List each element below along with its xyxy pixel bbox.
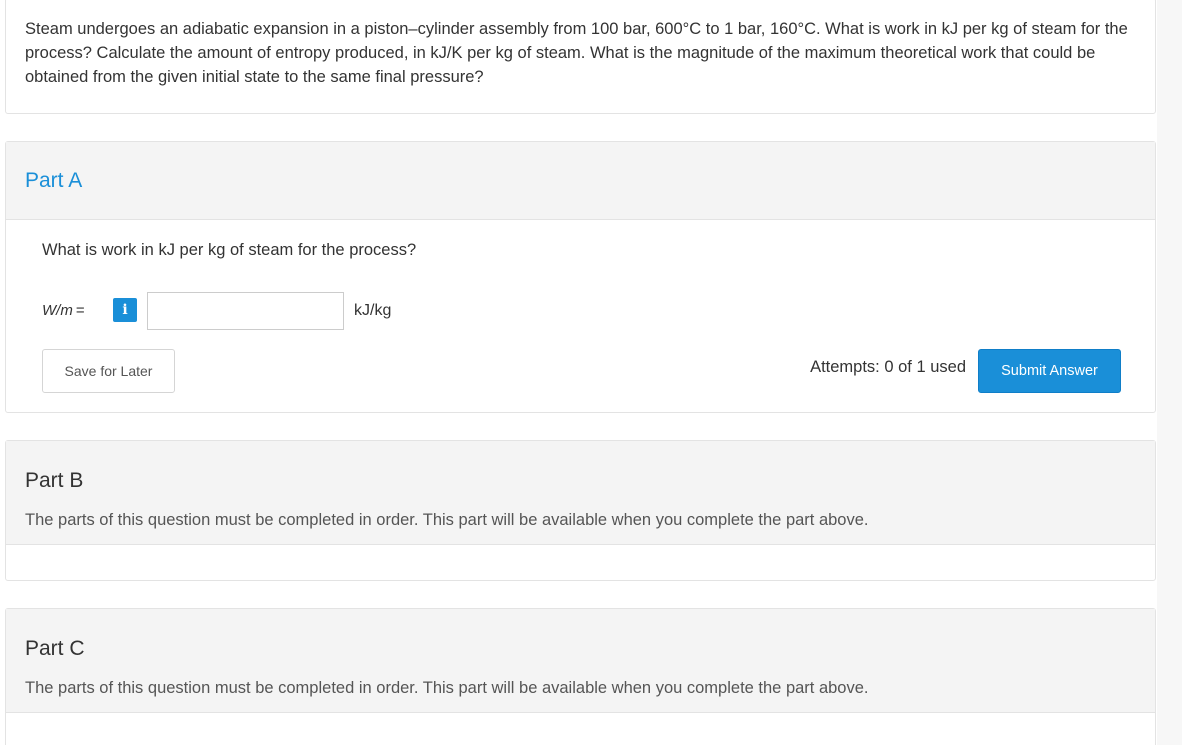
info-icon[interactable]: i [113, 298, 137, 322]
part-c-card [5, 608, 1156, 745]
part-b-title: Part B [25, 469, 84, 492]
scrollbar-track[interactable] [1157, 0, 1182, 745]
part-c-locked-note: The parts of this question must be completed in order. This part will be available when you complete the part above. [25, 679, 869, 697]
part-b-header [6, 441, 1155, 545]
question-card [5, 0, 1156, 114]
variable-name: W/m [42, 302, 73, 319]
part-c-header [6, 609, 1155, 713]
question-text: Steam undergoes an adiabatic expansion in a piston–cylinder assembly from 100 bar, 600°C to 1 bar, 160°C. What is work in kJ per kg of steam for the process? Calculate the amount of entropy produced, in kJ/K per kg of steam. What is the magnitude of the maximum theoretical work that could be obtained from the given initial state to the same final pressure? [25, 20, 1128, 86]
part-a-title[interactable]: Part A [25, 169, 83, 192]
part-c-title: Part C [25, 637, 85, 660]
part-b-locked-note: The parts of this question must be completed in order. This part will be available when you complete the part above. [25, 511, 869, 529]
answer-input[interactable] [147, 292, 344, 330]
part-a-card [5, 141, 1156, 413]
answer-variable-label [42, 302, 85, 319]
attempts-counter: Attempts: 0 of 1 used [810, 358, 966, 376]
submit-answer-button[interactable]: Submit Answer [978, 349, 1121, 393]
equals-sign: = [75, 302, 85, 319]
part-a-header[interactable] [6, 142, 1155, 220]
unit-label: kJ/kg [354, 302, 392, 319]
save-for-later-button[interactable]: Save for Later [42, 349, 175, 393]
part-a-prompt: What is work in kJ per kg of steam for the process? [42, 241, 417, 259]
part-b-card [5, 440, 1156, 581]
